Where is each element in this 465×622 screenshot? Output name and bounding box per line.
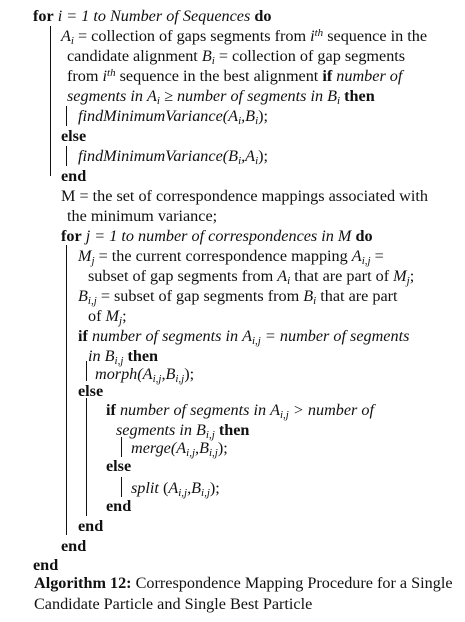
line-in-bij-then: in $B_{i,j}$ then [88,347,159,367]
line-end-1: end [61,167,87,185]
line-for-sequences: for i = 1 to Number of Sequences do [33,7,272,25]
line-end-4: end [61,537,87,555]
algorithm-caption [34,573,454,614]
if-branch-rule [66,106,67,126]
line-call-find-min-2: $findMinimumVariance(B_i,A_i)$; [78,147,269,167]
line-end-5: end [33,556,59,574]
inner-for-rule [66,245,67,535]
line-call-find-min-1: $findMinimumVariance(A_i,B_i)$; [78,107,269,127]
line-end-2: end [106,497,132,515]
caption-label: Algorithm 12: [34,574,132,592]
caption-text: Correspondence Mapping Procedure for a Single Candidate Particle and Single Best Particle [34,574,453,613]
line-else-3: else [106,457,132,475]
line-if-condition: segments in $A_i$ ≥ number of segments in $B_i$ then [67,87,375,107]
line-minimum-variance: the minimum variance; [67,207,218,225]
line-else-1: else [61,127,87,145]
outer-for-rule [50,26,51,176]
line-end-3: end [78,517,104,535]
line-of-mj: of $M_j$; [88,307,127,327]
line-for-correspondences: for j = 1 to number of correspondences in M do [61,227,373,245]
line-else-2: else [78,382,104,400]
line-if-greater-segments: if number of segments in $A_{i,j}$ > number of [106,401,374,421]
line-call-split: split $(A_{i,j},B_{i,j})$; [131,479,220,499]
line-segments-in-bij: segments in $B_{i,j}$ then [116,421,250,441]
morph-branch-rule [86,361,87,381]
line-if-equal-segments: if number of segments in $A_{i,j}$ = number of segments [78,327,410,347]
line-call-morph: $morph(A_{i,j},B_{i,j})$; [95,365,195,385]
else-branch-rule [66,146,67,166]
else-outer-rule [86,398,87,516]
line-ai-definition: $A_i$ = collection of gaps segments from $i^{th}$ sequence in the [61,27,427,47]
line-bij-definition: $B_{i,j}$ = subset of gap segments from $B_i$ that are part [78,287,398,307]
line-aij-subset: subset of gap segments from $A_i$ that are part of $M_j$; [88,267,415,287]
split-branch-rule [121,477,122,497]
line-call-merge: $merge(A_{i,j},B_{i,j})$; [131,439,228,459]
line-from-sequence: from $i^{th}$ sequence in the best alignment if number of [67,67,403,85]
line-m-definition: M = the set of correspondence mappings associated with [61,187,428,205]
line-bi-definition: candidate alignment $B_i$ = collection of gap segments [67,47,406,67]
line-mj-definition: $M_j$ = the current correspondence mapping $A_{i,j}$ = [78,247,384,267]
